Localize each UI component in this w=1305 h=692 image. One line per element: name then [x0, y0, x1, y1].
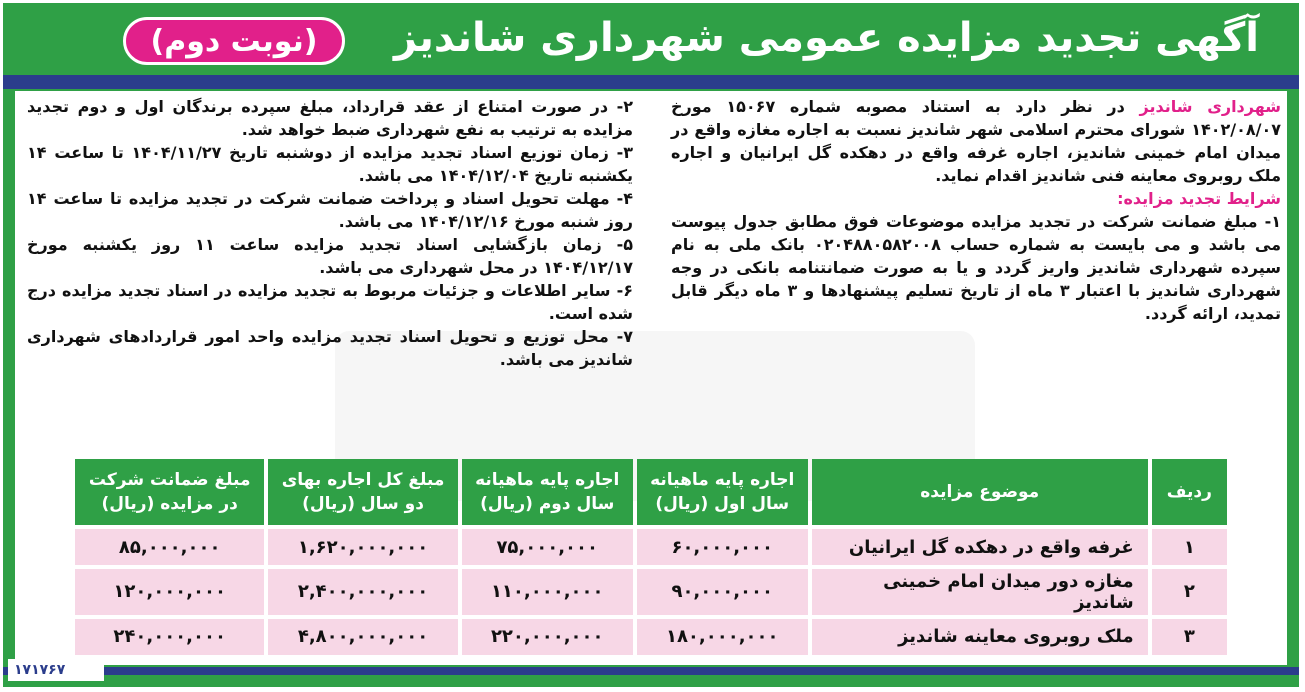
condition-item: ۴- مهلت تحویل اسناد و پرداخت ضمانت شرکت در تجدید مزایده تا ساعت ۱۴ روز شنبه مورخ ۱۴۰۴/۱۲/۱۶ می باشد. [27, 189, 633, 231]
header-subject: موضوع مزایده [812, 459, 1148, 525]
table-row [75, 619, 1227, 655]
cell-rent-year-two: ۲۲۰,۰۰۰,۰۰۰ [462, 619, 633, 655]
auction-table-wrapper [71, 455, 1231, 659]
auction-table [71, 455, 1231, 659]
table-row [75, 569, 1227, 614]
condition-item: ۱- مبلغ ضمانت شرکت در تجدید مزایده موضوعات فوق مطابق جدول پیوست می باشد و می بایست به شماره حساب ۰۲۰۴۸۸۰۵۸۲۰۰۸ بانک ملی به نام سپرده شهرداری شاندیز واریز گردد و یا به صورت ضمانتنامه بانکی در وجه شهرداری شاندیز با اعتبار ۳ ماه از تاریخ تسلیم پیشنهادها و ۳ ماه دیگر قابل تمدید، ارائه گردد. [671, 212, 1282, 323]
intro-text: در نظر دارد به استناد مصوبه شماره ۱۵۰۶۷ مورخ ۱۴۰۲/۰۸/۰۷ شورای محترم اسلامی شهر شاندیز نسبت به اجاره مغازه واقع در میدان امام خمینی شاندیز، اجاره غرفه واقع در دهکده گل ایرانیان و اجاره ملک روبروی معاینه فنی شاندیز اقدام نماید. [671, 97, 1281, 185]
conditions-heading: شرایط تجدید مزایده: [1117, 189, 1281, 208]
cell-subject: غرفه واقع در دهکده گل ایرانیان [812, 529, 1148, 565]
intro-lead: شهرداری شاندیز [1139, 97, 1282, 116]
condition-item: ۳- زمان توزیع اسناد تجدید مزایده از دوشنبه تاریخ ۱۴۰۴/۱۱/۲۷ تا ساعت ۱۴ یکشنبه تاریخ ۱۴۰۴/۱۲/۰۴ می باشد. [27, 143, 633, 185]
cell-rent-year-one: ۱۸۰,۰۰۰,۰۰۰ [637, 619, 808, 655]
cell-rent-year-two: ۷۵,۰۰۰,۰۰۰ [462, 529, 633, 565]
header-row-number: ردیف [1152, 459, 1227, 525]
header-total-rent: مبلغ کل اجاره بهای دو سال (ریال) [268, 459, 457, 525]
condition-item: ۶- سایر اطلاعات و جزئیات مربوط به تجدید مزایده در اسناد تجدید مزایده درج شده است. [27, 281, 633, 323]
cell-total-rent: ۱,۶۲۰,۰۰۰,۰۰۰ [268, 529, 457, 565]
cell-guarantee: ۱۲۰,۰۰۰,۰۰۰ [75, 569, 264, 614]
round-badge: (نوبت دوم) [123, 17, 345, 65]
table-header-row [75, 459, 1227, 525]
ad-code: ۱۷۱۷۶۷ [8, 660, 71, 680]
left-column [27, 95, 633, 371]
ad-frame [3, 3, 1299, 687]
condition-item: ۷- محل توزیع و تحویل اسناد تجدید مزایده واحد امور قراردادهای شهرداری شاندیز می باشد. [27, 327, 633, 369]
cell-row-number: ۲ [1152, 569, 1227, 614]
ad-code-box [8, 659, 104, 681]
cell-row-number: ۱ [1152, 529, 1227, 565]
header-rent-year-one: اجاره پایه ماهیانه سال اول (ریال) [637, 459, 808, 525]
cell-rent-year-one: ۶۰,۰۰۰,۰۰۰ [637, 529, 808, 565]
cell-subject: مغازه دور میدان امام خمینی شاندیز [812, 569, 1148, 614]
bottom-divider-bar [3, 667, 1299, 675]
cell-guarantee: ۲۴۰,۰۰۰,۰۰۰ [75, 619, 264, 655]
cell-rent-year-one: ۹۰,۰۰۰,۰۰۰ [637, 569, 808, 614]
cell-row-number: ۳ [1152, 619, 1227, 655]
cell-total-rent: ۴,۸۰۰,۰۰۰,۰۰۰ [268, 619, 457, 655]
intro-paragraph [671, 95, 1281, 187]
condition-item: ۲- در صورت امتناع از عقد قرارداد، مبلغ سپرده برندگان اول و دوم تجدید مزایده به ترتیب به نفع شهرداری ضبط خواهد شد. [27, 97, 633, 139]
header-guarantee: مبلغ ضمانت شرکت در مزایده (ریال) [75, 459, 264, 525]
ad-body [15, 91, 1287, 665]
top-divider-bar [3, 75, 1299, 89]
right-column [671, 95, 1281, 325]
ad-title: آگهی تجدید مزایده عمومی شهرداری شاندیز [393, 15, 1259, 61]
cell-subject: ملک روبروی معاینه شاندیز [812, 619, 1148, 655]
cell-total-rent: ۲,۴۰۰,۰۰۰,۰۰۰ [268, 569, 457, 614]
header-rent-year-two: اجاره پایه ماهیانه سال دوم (ریال) [462, 459, 633, 525]
header [3, 3, 1299, 75]
cell-guarantee: ۸۵,۰۰۰,۰۰۰ [75, 529, 264, 565]
cell-rent-year-two: ۱۱۰,۰۰۰,۰۰۰ [462, 569, 633, 614]
condition-item: ۵- زمان بازگشایی اسناد تجدید مزایده ساعت ۱۱ روز یکشنبه مورخ ۱۴۰۴/۱۲/۱۷ در محل شهرداری می باشد. [27, 235, 633, 277]
table-row [75, 529, 1227, 565]
